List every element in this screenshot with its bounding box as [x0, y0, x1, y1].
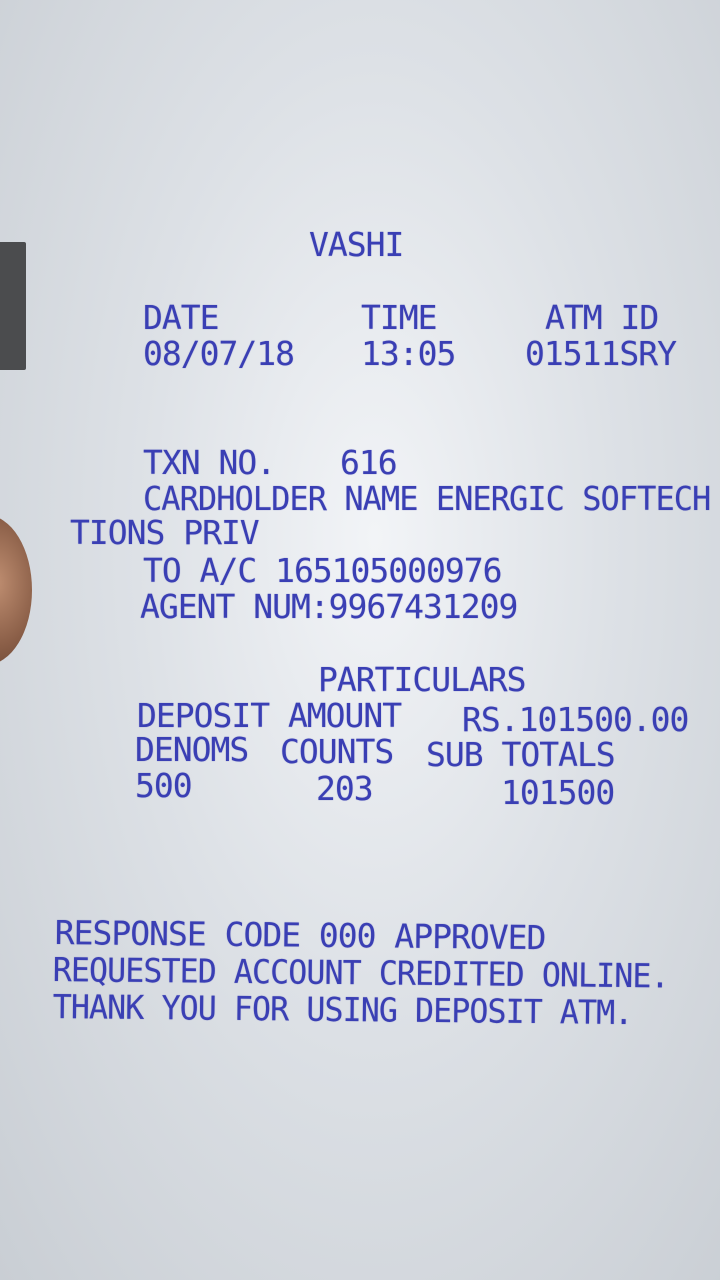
deposit-label: DEPOSIT AMOUNT — [137, 696, 402, 735]
cardholder-name-cont: TIONS PRIV — [70, 513, 259, 552]
credited-message: REQUESTED ACCOUNT CREDITED ONLINE. — [52, 950, 669, 996]
date-label: DATE — [143, 298, 219, 337]
particulars-title: PARTICULARS — [318, 660, 526, 699]
to-account: TO A/C 165105000976 — [143, 551, 502, 590]
subtotal-value: 101500 — [501, 773, 615, 812]
thank-you-message: THANK YOU FOR USING DEPOSIT ATM. — [52, 987, 633, 1033]
branch-name: VASHI — [309, 225, 404, 264]
count-value: 203 — [316, 769, 373, 808]
denoms-header: DENOMS — [135, 730, 249, 769]
subtotals-header: SUB TOTALS — [426, 735, 615, 774]
deposit-amount: RS.101500.00 — [462, 700, 689, 739]
time-label: TIME — [361, 298, 437, 337]
date-value: 08/07/18 — [143, 334, 294, 373]
response-code: RESPONSE CODE 000 APPROVED — [54, 913, 546, 958]
atm-id-value: 01511SRY — [525, 334, 676, 373]
txn-label: TXN NO. — [143, 443, 276, 482]
txn-value: 616 — [340, 443, 397, 482]
time-value: 13:05 — [361, 334, 456, 373]
denom-value: 500 — [135, 766, 192, 805]
thumb — [0, 515, 32, 665]
counts-header: COUNTS — [280, 732, 394, 771]
cardholder-name: CARDHOLDER NAME ENERGIC SOFTECH — [143, 479, 711, 518]
agent-number: AGENT NUM:9967431209 — [140, 587, 518, 626]
atm-id-label: ATM ID — [545, 298, 659, 337]
card-edge — [0, 242, 26, 370]
